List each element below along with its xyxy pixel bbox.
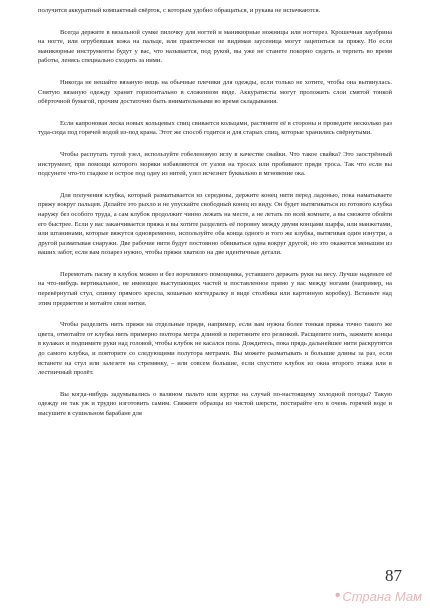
watermark-text: Страна Мам — [342, 588, 422, 604]
paragraph-7: Перемотать пасму в клубок можно и без ворчливого помощника, уставшего держать руки на весу. Лучше наденьте её на что-нибудь вертикальное, не имеющее выступающих частей и поставленное прямо у вас между ногами (например, на перевёрнутый стул, спинку прямого кресла, кошачью когтедралку в виде столбика или картонную коробку). Встаньте над этим предметом и мотайте свои нитки. — [38, 270, 392, 307]
paragraph-4: Если капроновая леска новых кольцевых спиц свивается кольцами, растяните её в стороны и проведите несколько раз туда-сюда под горячей водой из-под крана. Этот же способ годится и для старых спиц, которые хранились свёрнутыми. — [38, 119, 392, 137]
paragraph-3: Никогда не вешайте вязаную вещь на обычные плечики для одежды, если только не хотите, чтобы она вытянулась. Снятую вязаную одежду хранят горизонтально в сложенном виде. Аккуратисты могут проложить слои смятой тонкой обёрточной бумагой, прочим достаточно быть внимательными во время складывания. — [38, 78, 392, 106]
watermark-dot-icon: • — [334, 587, 341, 604]
watermark — [335, 588, 422, 604]
paragraph-9: Вы когда-нибудь задумывались о валяном пальто или куртке на случай по-настоящему холодной погоды? Такую одежду не так уж и трудно изготовить самим. Свяжите образцы из чистой шерсти, постирайте его в очень горячей воде и высушите в сушильном барабане для — [38, 390, 392, 417]
paragraph-2: Всегда держите в вязальной сумке пилочку для ногтей и маникюрные ножницы или ногтерез. Крошечная заузбрина на ногте, или огрубевшая кожа на пальце, или практически не видимая заусеница могут зацепиться за пряжу. Но если маникюрные инструменты будут у вас, что называется, под рукой, вы уже не станете покорно сидеть и терпеть во время работы, ленясь специально сходить за ними. — [38, 28, 392, 65]
paragraph-8: Чтобы разделить нить пряжи на отдельные пряди, например, если вам нужна более тонкая пряжа точно такого же цвета, отмотайте от клубка нить примерно полтора метра длиной и перетяните его резинкой. Расщепите нить, зажмите концы в кулаках и подпимите руки над головой, чтобы клубок не касался пола. Дождитесь, пока прядь дальнейшее нити раскрутятся до самого клубка, и повторите со следующими полутора метрами. Вы можете разматывать и большие длины за раз, если встанете на стул или залезете на стремянку, – или совсем большие, если спустите клубок из окна второго этажа или в лестничный пролёт. — [38, 321, 392, 377]
paragraph-6: Для получения клубка, который разматывается из середины, держите конец нити перед ладонью, пока наматываете пряжу вокруг пальцев. Делайте это рыхло и не упускайте свободный конец из виду. Он будет вытягиваться из готового клубка наружу без особого труда, а сам клубок продолжит чинно лежать на месте, а не летать по всей комнате, а вы сможете обойти его быстрее. Если у вас заканчивается пряжа и вы хотите разделить её поровну между двумя концами шарфа, или манжетами, или штанинами, которые вяжутся одновременно, используйте оба конца одного и того же клубка, вытягивая один изнутри, а другой разматывая снаружи. Две рабочие нити будут постоянно обвиваться одна вокруг другой, но это окажется меньшим из ваших забот, если вам позарез нужно, чтобы пряжи хватило на две идентичные детали. — [38, 191, 392, 257]
page-number: 87 — [385, 566, 402, 585]
paragraph-1: получится аккуратный компактный свёрток, с которым удобно обращаться, и рукава не испачкаются. — [38, 7, 321, 14]
paragraph-5: Чтобы распутать тугой узел, используйте гобеленовую иглу в качестве свайки. Что такое свайка? Это заострённый инструмент, при помощи которого моряки избавляются от узлов на тросах или пробивают пряди троса. Так что если вы подсунете что-то гладкое и острое под одну из нитей, узел исчезнет буквально в мгновение ока. — [38, 150, 392, 178]
